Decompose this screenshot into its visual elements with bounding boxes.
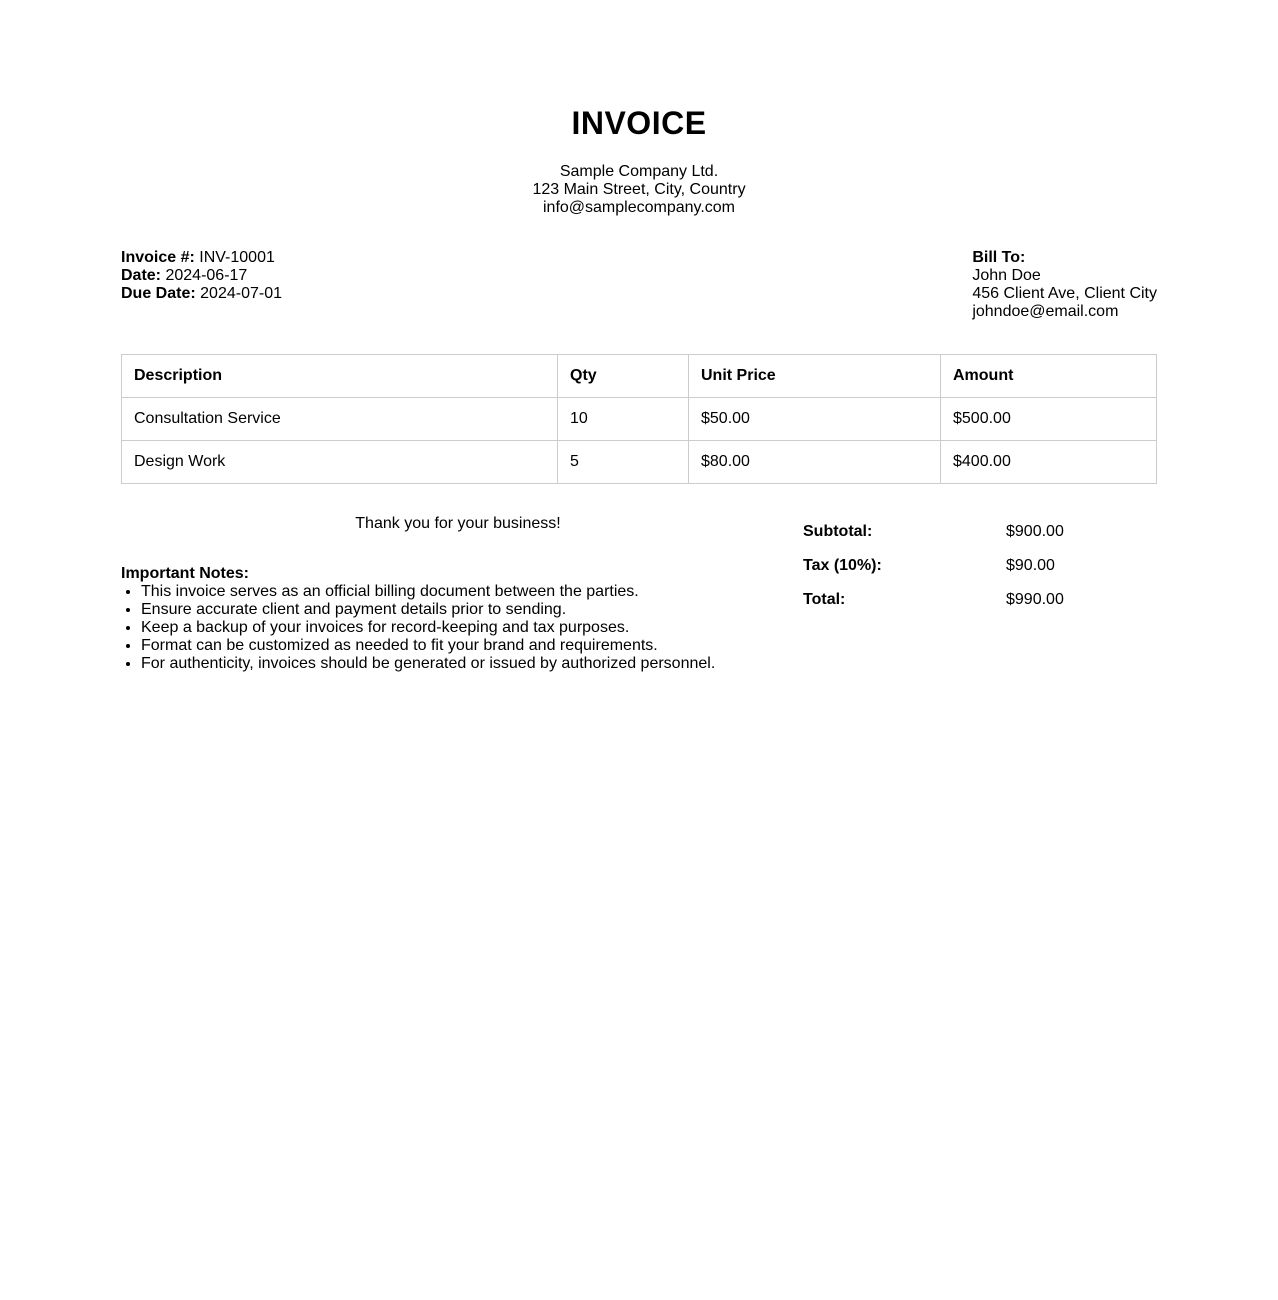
company-info (0, 163, 1278, 217)
tax-label: Tax (10%): (803, 557, 882, 574)
invoice-date-value: 2024-06-17 (165, 267, 248, 284)
company-email: info@samplecompany.com (542, 199, 736, 216)
cell-description: Consultation Service (122, 398, 558, 441)
due-date-label: Due Date: (121, 285, 196, 302)
notes-list (121, 583, 715, 673)
total-row (801, 583, 1156, 617)
list-item: • Format can be customized as needed to fit your brand and requirements. (141, 637, 715, 655)
client-address: 456 Client Ave, Client City (972, 285, 1157, 302)
cell-unit-price: $50.00 (689, 398, 941, 441)
list-item: • For authenticity, invoices should be generated or issued by authorized personnel. (141, 655, 715, 673)
cell-unit-price: $80.00 (689, 441, 941, 484)
invoice-date-row (121, 267, 282, 285)
total-label: Total: (803, 591, 846, 608)
bill-to-label: Bill To: (972, 249, 1026, 266)
bill-to (972, 249, 1157, 321)
client-name: John Doe (972, 267, 1041, 284)
header-unit-price: Unit Price (689, 355, 941, 398)
thank-you-message: Thank you for your business! (355, 515, 561, 532)
cell-qty: 10 (558, 398, 689, 441)
invoice-number-label: Invoice #: (121, 249, 195, 266)
table-row (122, 441, 1157, 484)
invoice-number-row (121, 249, 282, 267)
table-row (122, 398, 1157, 441)
due-date-value: 2024-07-01 (200, 285, 282, 302)
company-address: 123 Main Street, City, Country (532, 181, 746, 198)
header-description: Description (122, 355, 558, 398)
company-name: Sample Company Ltd. (559, 163, 719, 180)
invoice-date-label: Date: (121, 267, 162, 284)
cell-amount: $500.00 (941, 398, 1157, 441)
list-item: • This invoice serves as an official billing document between the parties. (141, 583, 715, 601)
subtotal-row (801, 515, 1156, 549)
total-value: $990.00 (1006, 591, 1064, 608)
tax-row (801, 549, 1156, 583)
list-item: • Ensure accurate client and payment details prior to sending. (141, 601, 715, 619)
invoice-number-value: INV-10001 (199, 249, 275, 266)
list-item: • Keep a backup of your invoices for record-keeping and tax purposes. (141, 619, 715, 637)
notes-title: Important Notes: (121, 565, 249, 582)
invoice-meta (121, 249, 282, 303)
cell-qty: 5 (558, 441, 689, 484)
cell-description: Design Work (122, 441, 558, 484)
header-qty: Qty (558, 355, 689, 398)
tax-value: $90.00 (1006, 557, 1055, 574)
subtotal-label: Subtotal: (803, 523, 873, 540)
invoice-title: INVOICE (571, 105, 707, 141)
line-items-table (121, 354, 1157, 484)
client-email: johndoe@email.com (972, 303, 1119, 320)
table-header-row (122, 355, 1157, 398)
cell-amount: $400.00 (941, 441, 1157, 484)
subtotal-value: $900.00 (1006, 523, 1064, 540)
due-date-row (121, 285, 282, 303)
totals-table (801, 515, 1156, 617)
header-amount: Amount (941, 355, 1157, 398)
